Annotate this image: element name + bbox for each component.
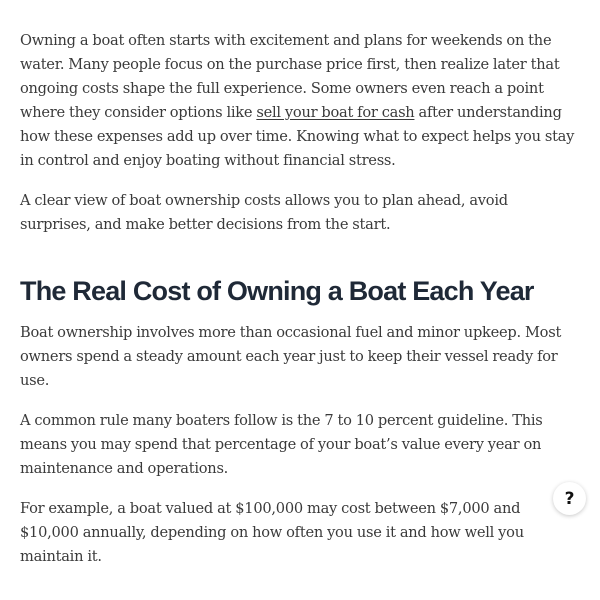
intro-paragraph-2: A clear view of boat ownership costs allows you to plan ahead, avoid surprises, and make better decisions from the start.: [20, 192, 508, 233]
intro-text-before-link: Owning a boat often starts with excitement and plans for weekends on the water. Many people focus on the purchase price first, then realize later that ongoing costs shape the full experience. Some owners even reach a point where they consider options like: [20, 32, 560, 121]
section-paragraph: A common rule many boaters follow is the 7 to 10 percent guideline. This means you may spend that percentage of your boat’s value every year on maintenance and operations.: [20, 412, 543, 477]
question-mark-icon: ?: [564, 488, 575, 509]
section-paragraph: For example, a boat valued at $100,000 may cost between $7,000 and $10,000 annually, depending on how often you use it and how well you maintain it.: [20, 500, 524, 565]
help-button[interactable]: [553, 482, 586, 515]
intro-text-after-link: after understanding how these expenses add up over time. Knowing what to expect helps you stay in control and enjoy boating without financial stress.: [20, 104, 575, 169]
article-body: [20, 29, 576, 585]
intro-paragraph-1: [20, 29, 576, 173]
section-paragraph: Boat ownership involves more than occasional fuel and minor upkeep. Most owners spend a steady amount each year just to keep their vessel ready for use.: [20, 324, 562, 389]
section-heading: The Real Cost of Owning a Boat Each Year: [20, 276, 534, 306]
sell-boat-link[interactable]: sell your boat for cash: [256, 104, 415, 121]
